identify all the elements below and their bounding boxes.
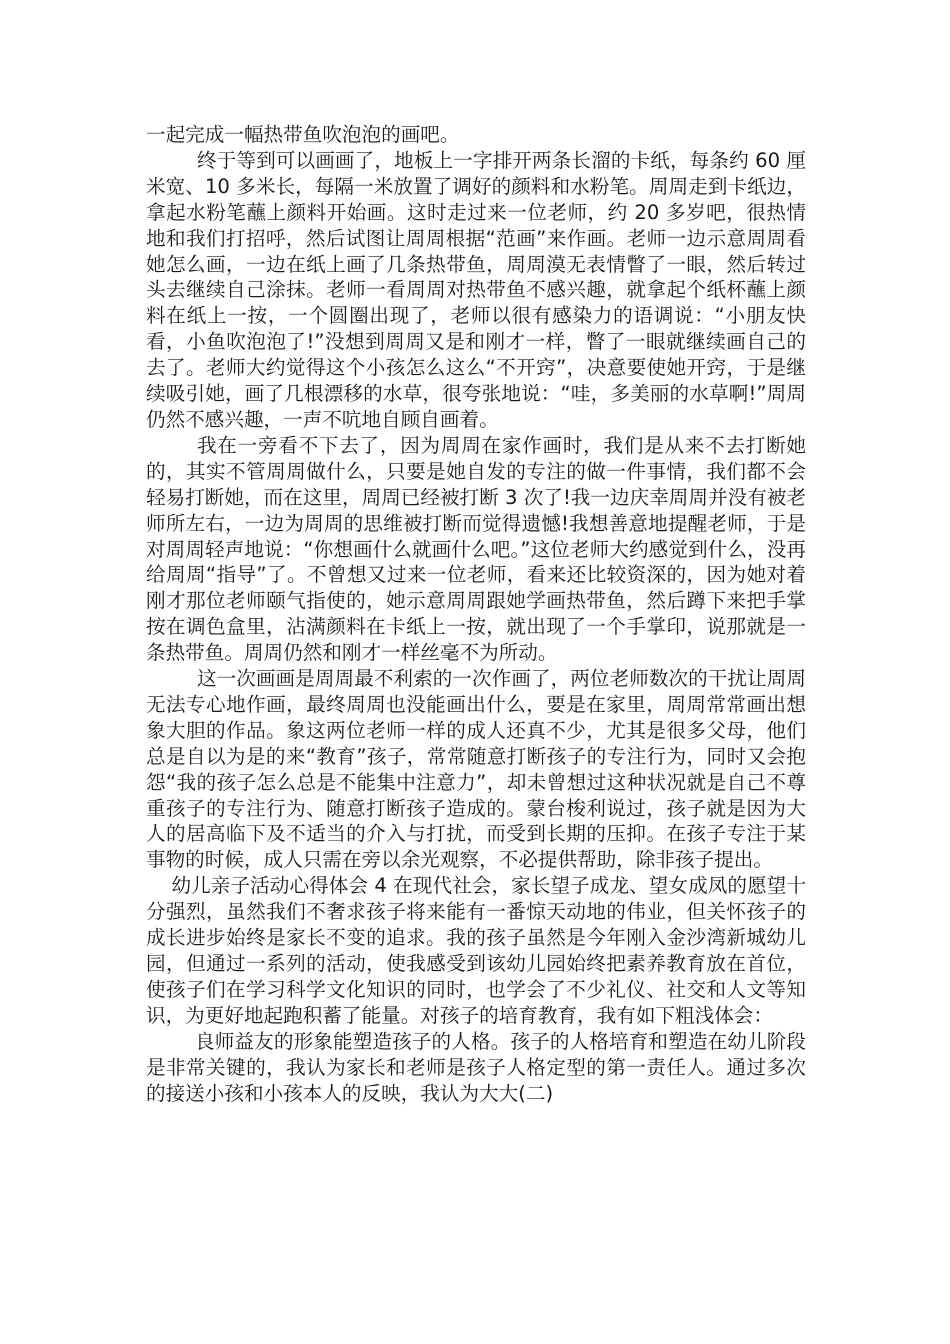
paragraph-6: 良师益友的形象能塑造孩子的人格。孩子的人格培育和塑造在幼儿阶段是非常关键的，我认为家长和老师是孩子人格定型的第一责任人。通过多次的接送小孩和小孩本人的反映，我认为大大(二) <box>146 1029 806 1105</box>
paragraph-5: 幼儿亲子活动心得体会 4 在现代社会，家长望子成龙、望女成凤的愿望十分强烈，虽然我们不奢求孩子将来能有一番惊天动地的伟业，但关怀孩子的成长进步始终是家长不变的追求。我的孩子虽然是今年刚入金沙湾新城幼儿园，但通过一系列的活动，使我感受到该幼儿园始终把素养教育放在首位，使孩子们在学习科学文化知识的同时，也学会了不少礼仪、社交和人文等知识，为更好地起跑积蓄了能量。对孩子的培育教育，我有如下粗浅体会： <box>146 874 806 1027</box>
paragraph-2: 终于等到可以画画了，地板上一字排开两条长溜的卡纸，每条约 60 厘米宽、10 多米长，每隔一米放置了调好的颜料和水粉笔。周周走到卡纸边，拿起水粉笔蘸上颜料开始画。这时走过来一位老师，约 20 多岁吧，很热情地和我们打招呼，然后试图让周周根据“范画”来作画。老师一边示意周周看她怎么画，一边在纸上画了几条热带鱼，周周漠无表情瞥了一眼，然后转过头去继续自己涂抹。老师一看周周对热带鱼不感兴趣，就拿起个纸杯蘸上颜料在纸上一按，一个圆圈出现了，老师以很有感染力的语调说：“小朋友快看，小鱼吹泡泡了!”没想到周周又是和刚才一样，瞥了一眼就继续画自己的去了。老师大约觉得这个小孩怎么这么“不开窍”，决意要使她开窍，于是继续吸引她，画了几根漂移的水草，很夸张地说：“哇，多美丽的水草啊!”周周仍然不感兴趣，一声不吭地自顾自画着。 <box>146 148 806 431</box>
paragraph-3: 我在一旁看不下去了，因为周周在家作画时，我们是从来不去打断她的，其实不管周周做什么，只要是她自发的专注的做一件事情，我们都不会轻易打断她，而在这里，周周已经被打断 3 次了!我一边庆幸周周并没有被老师所左右，一边为周周的思维被打断而觉得遗憾!我想善意地提醒老师，于是对周周轻声地说：“你想画什么就画什么吧。”这位老师大约感觉到什么，没再给周周“指导”了。不曾想又过来一位老师，看来还比较资深的，因为她对着刚才那位老师颐气指使的，她示意周周跟她学画热带鱼，然后蹲下来把手掌按在调色盒里，沾满颜料在卡纸上一按，就出现了一个手掌印，说那就是一条热带鱼。周周仍然和刚才一样丝毫不为所动。 <box>146 433 806 665</box>
paragraph-1: 一起完成一幅热带鱼吹泡泡的画吧。 <box>146 123 460 146</box>
document-body <box>146 122 806 1106</box>
paragraph-4: 这一次画画是周周最不利索的一次作画了，两位老师数次的干扰让周周无法专心地作画，最终周周也没能画出什么，要是在家里，周周常常画出想象大胆的作品。象这两位老师一样的成人还真不少，尤其是很多父母，他们总是自以为是的来“教育”孩子，常常随意打断孩子的专注行为，同时又会抱怨“我的孩子怎么总是不能集中注意力”，却未曾想过这种状况就是自己不尊重孩子的专注行为、随意打断孩子造成的。蒙台梭利说过，孩子就是因为大人的居高临下及不适当的介入与打扰，而受到长期的压抑。在孩子专注于某事物的时候，成人只需在旁以余光观察，不必提供帮助，除非孩子提出。 <box>146 667 806 872</box>
